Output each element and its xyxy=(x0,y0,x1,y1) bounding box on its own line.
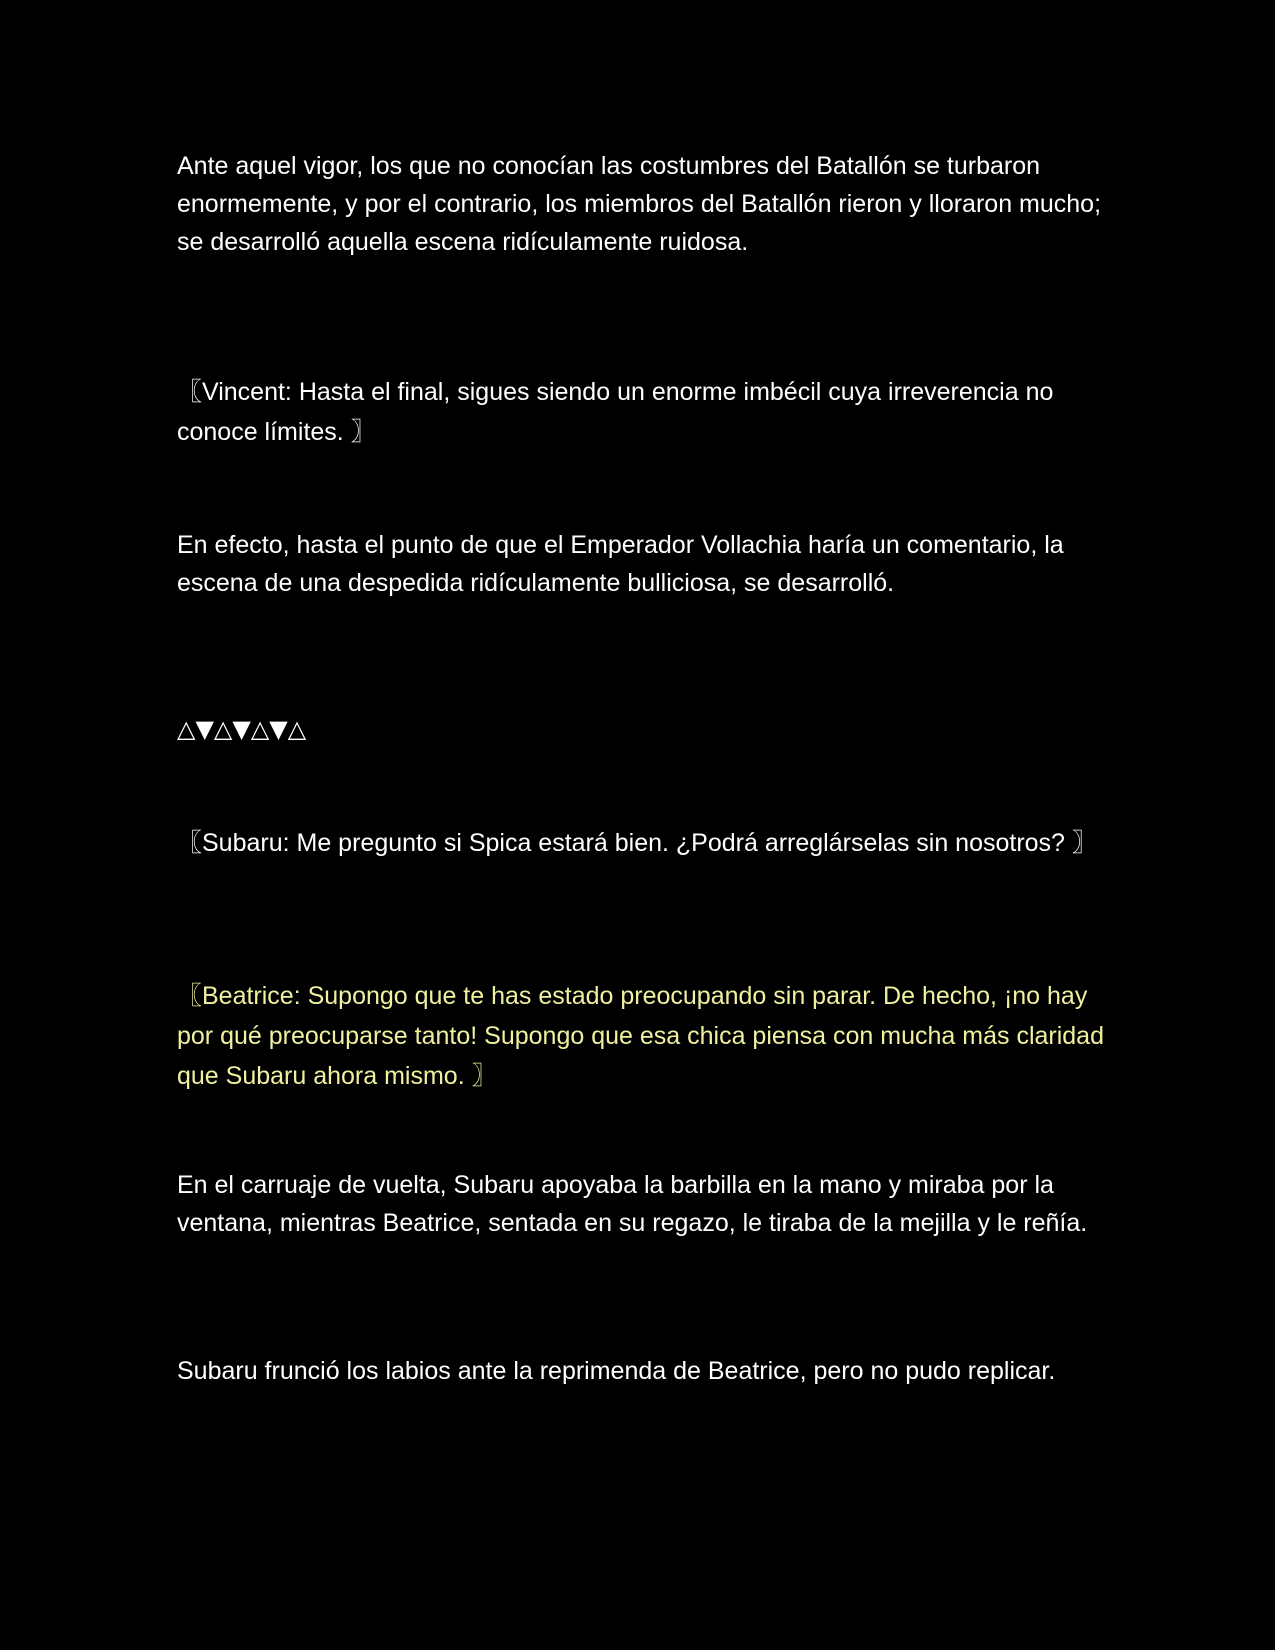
scene-separator: △▼△▼△▼△ xyxy=(177,715,307,743)
dialogue-vincent: 〖Vincent: Hasta el final, sigues siendo un enorme imbécil cuya irreverencia no conoce límites. 〗 xyxy=(177,378,1054,446)
paragraph-emperor-comment: En efecto, hasta el punto de que el Emperador Vollachia haría un comentario, la escena de una despedida ridículamente bulliciosa, se desarrolló. xyxy=(177,531,1064,597)
dialogue-subaru: 〖Subaru: Me pregunto si Spica estará bien. ¿Podrá arreglárselas sin nosotros? 〗 xyxy=(177,829,1097,857)
paragraph-carriage: En el carruaje de vuelta, Subaru apoyaba la barbilla en la mano y miraba por la ventana, mientras Beatrice, sentada en su regazo, le tiraba de la mejilla y le reñía. xyxy=(177,1171,1088,1237)
paragraph-subaru-pout: Subaru frunció los labios ante la reprimenda de Beatrice, pero no pudo replicar. xyxy=(177,1357,1056,1385)
paragraph-battalion-scene: Ante aquel vigor, los que no conocían las costumbres del Batallón se turbaron enormemente, y por el contrario, los miembros del Batallón rieron y lloraron mucho; se desarrolló aquella escena ridículamente ruidosa. xyxy=(177,152,1102,256)
dialogue-beatrice: 〖Beatrice: Supongo que te has estado preocupando sin parar. De hecho, ¡no hay por qué preocuparse tanto! Supongo que esa chica piensa con mucha más claridad que Subaru ahora mismo. 〗 xyxy=(177,982,1104,1090)
